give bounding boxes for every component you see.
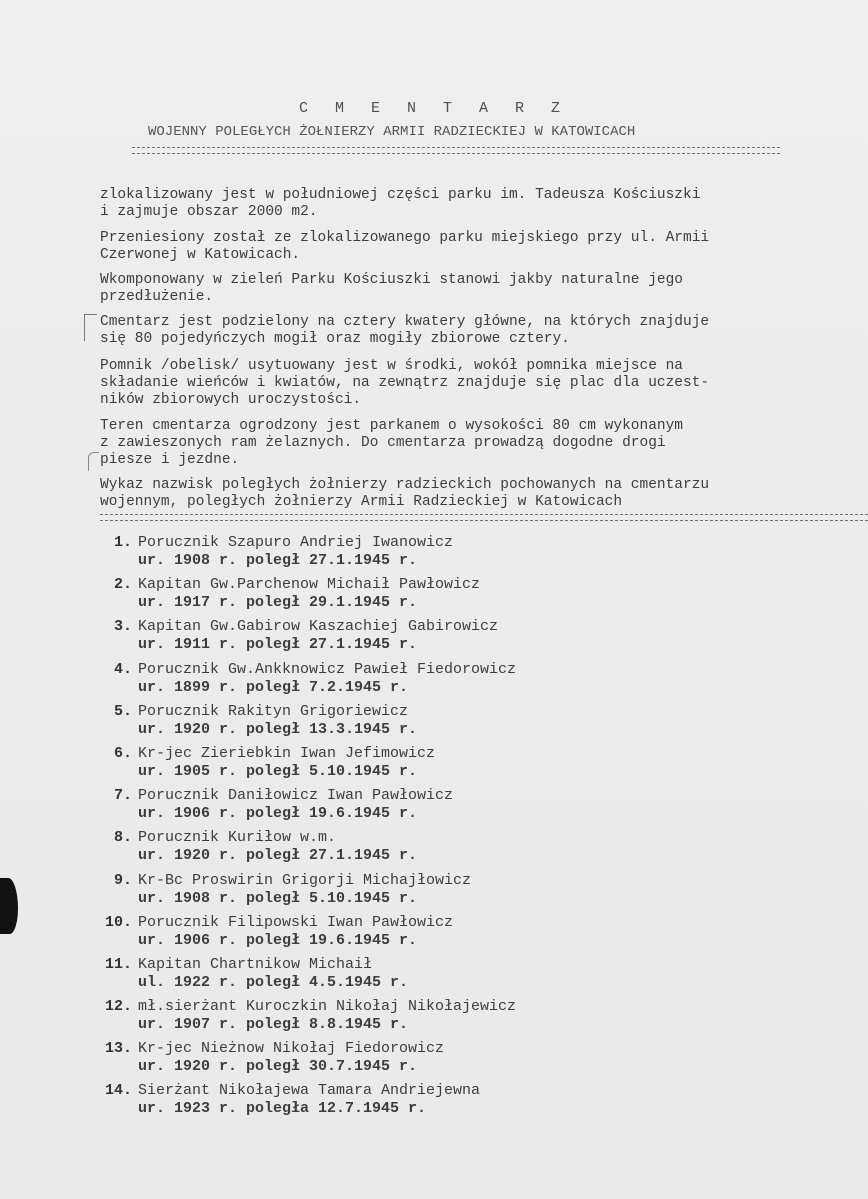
entry-dates: ur. 1920 r. poległ 13.3.1945 r. bbox=[138, 720, 418, 738]
list-item bbox=[92, 661, 792, 703]
entry-dates: ur. 1908 r. poległ 27.1.1945 r. bbox=[138, 552, 418, 569]
entry-name: Kr-Bc Proswirin Grigorji Michajłowicz bbox=[138, 871, 472, 889]
entry-number: 11. bbox=[104, 955, 132, 973]
entry-dates: ur. 1905 r. poległ 5.10.1945 r. bbox=[138, 762, 418, 780]
entry-dates: ur. 1899 r. poległ 7.2.1945 r. bbox=[138, 678, 409, 696]
entry-number: 7. bbox=[113, 787, 132, 805]
list-item bbox=[92, 872, 792, 914]
entry-dates: ur. 1920 r. poległ 27.1.1945 r. bbox=[138, 847, 418, 865]
entry-number: 10. bbox=[104, 913, 132, 931]
entry-name: Kapitan Chartnikow Michaił bbox=[138, 955, 373, 973]
entry-number: 8. bbox=[113, 829, 132, 847]
entry-number: 5. bbox=[113, 702, 132, 720]
list-item bbox=[92, 745, 792, 787]
entry-name: Porucznik Gw.Ankknowicz Pawieł Fiedorowicz bbox=[138, 660, 517, 678]
list-item bbox=[92, 1040, 792, 1082]
document-title: C M E N T A R Z bbox=[298, 100, 570, 117]
entry-number: 13. bbox=[104, 1040, 132, 1058]
entry-dates: ur. 1920 r. poległ 30.7.1945 r. bbox=[138, 1058, 418, 1076]
entry-name: mł.sierżant Kuroczkin Nikołaj Nikołajewicz bbox=[138, 998, 517, 1016]
entry-dates: ur. 1917 r. poległ 29.1.1945 r. bbox=[138, 594, 418, 612]
pen-mark bbox=[84, 314, 97, 341]
list-item bbox=[92, 618, 792, 660]
list-item bbox=[92, 703, 792, 745]
entry-name: Porucznik Filipowski Iwan Pawłowicz bbox=[138, 913, 454, 931]
entry-dates: ur. 1911 r. poległ 27.1.1945 r. bbox=[138, 636, 418, 654]
entry-number: 1. bbox=[113, 534, 132, 551]
hole-punch-mark bbox=[0, 878, 18, 934]
entry-name: Porucznik Szapuro Andriej Iwanowicz bbox=[138, 534, 454, 551]
entry-name: Porucznik Kuriłow w.m. bbox=[138, 829, 337, 847]
paragraph-quarters: Cmentarz jest podzielony na cztery kwatery główne, na których znajduje się 80 pojedyńczych mogił oraz mogiły zbiorowe cztery. bbox=[100, 314, 710, 347]
entry-name: Kapitan Gw.Parchenow Michaił Pawłowicz bbox=[138, 576, 481, 594]
entry-number: 3. bbox=[113, 618, 132, 636]
pen-mark bbox=[88, 452, 99, 471]
list-item bbox=[92, 914, 792, 956]
list-item bbox=[92, 576, 792, 618]
entry-dates: ur. 1906 r. poległ 19.6.1945 r. bbox=[138, 931, 418, 949]
list-intro-underline bbox=[100, 514, 868, 521]
paragraph-monument: Pomnik /obelisk/ usytuowany jest w środki, wokół pomnika miejsce na składanie wieńców i kwiatów, na zewnątrz znajduje się plac dla uczest- ników zbiorowych uroczystości. bbox=[100, 358, 710, 408]
entry-number: 6. bbox=[113, 744, 132, 762]
list-item bbox=[92, 998, 792, 1040]
entry-dates: ur. 1923 r. poległa 12.7.1945 r. bbox=[138, 1100, 427, 1118]
entry-number: 4. bbox=[113, 660, 132, 678]
paragraph-location: zlokalizowany jest w południowej części parku im. Tadeusza Kościuszki i zajmuje obszar 2000 m2. bbox=[100, 187, 701, 220]
fallen-soldiers-list bbox=[92, 534, 792, 1125]
list-item bbox=[92, 534, 792, 576]
paragraph-moved: Przeniesiony został ze zlokalizowanego parku miejskiego przy ul. Armii Czerwonej w Katowicach. bbox=[100, 230, 710, 263]
list-item bbox=[92, 1082, 792, 1124]
entry-name: Porucznik Rakityn Grigoriewicz bbox=[138, 702, 409, 720]
entry-number: 2. bbox=[113, 576, 132, 594]
title-underline bbox=[132, 147, 780, 154]
list-item bbox=[92, 829, 792, 871]
entry-number: 9. bbox=[113, 871, 132, 889]
list-item bbox=[92, 787, 792, 829]
paragraph-fence: Teren cmentarza ogrodzony jest parkanem o wysokości 80 cm wykonanym z zawieszonych ram żelaznych. Do cmentarza prowadzą dogodne drogi piesze i jezdne. bbox=[100, 418, 683, 468]
list-item bbox=[92, 956, 792, 998]
entry-name: Kr-jec Zieriebkin Iwan Jefimowicz bbox=[138, 744, 436, 762]
entry-dates: ur. 1906 r. poległ 19.6.1945 r. bbox=[138, 805, 418, 823]
entry-dates: ur. 1907 r. poległ 8.8.1945 r. bbox=[138, 1016, 409, 1034]
entry-name: Sierżant Nikołajewa Tamara Andriejewna bbox=[138, 1082, 481, 1100]
paragraph-park: Wkomponowany w zieleń Parku Kościuszki stanowi jakby naturalne jego przedłużenie. bbox=[100, 272, 683, 305]
entry-name: Kapitan Gw.Gabirow Kaszachiej Gabirowicz bbox=[138, 618, 499, 636]
entry-dates: ul. 1922 r. poległ 4.5.1945 r. bbox=[138, 973, 409, 991]
document-subtitle: WOJENNY POLEGŁYCH ŻOŁNIERZY ARMII RADZIECKIEJ W KATOWICACH bbox=[148, 124, 636, 140]
entry-name: Porucznik Daniłowicz Iwan Pawłowicz bbox=[138, 787, 454, 805]
entry-number: 14. bbox=[104, 1082, 132, 1100]
entry-number: 12. bbox=[104, 998, 132, 1016]
paragraph-list-intro: Wykaz nazwisk poległych żołnierzy radzieckich pochowanych na cmentarzu wojennym, poległych żołnierzy Armii Radzieckiej w Katowicach bbox=[100, 477, 710, 510]
entry-name: Kr-jec Nieżnow Nikołaj Fiedorowicz bbox=[138, 1040, 445, 1058]
entry-dates: ur. 1908 r. poległ 5.10.1945 r. bbox=[138, 889, 418, 907]
